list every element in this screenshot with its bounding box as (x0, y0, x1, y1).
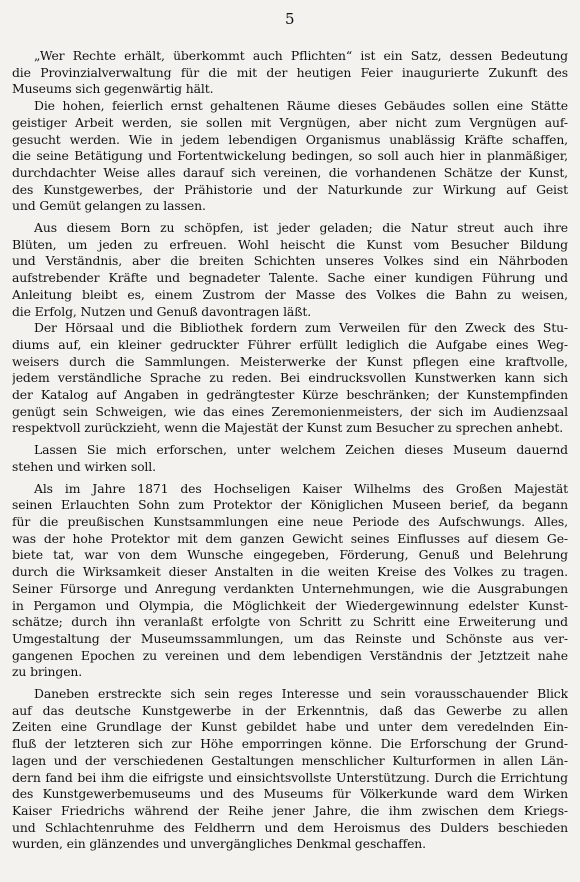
text-line: fluß der letzteren sich zur Höhe emporringen könne. Die Erforschung der Grund- (12, 736, 568, 752)
text-line: gesucht werden. Wie in jedem lebendigen Organismus unablässig Kräfte schaffen, (12, 131, 568, 147)
text-line: durch die Wirksamkeit dieser Anstalten in die weiten Kreise des Volkes zu tragen. (12, 564, 568, 580)
text-line: in Pergamon und Olympia, die Möglichkeit der Wiedergewinnung edelster Kunst- (12, 597, 568, 613)
paragraph (12, 481, 568, 681)
text-line: Die hohen, feierlich ernst gehaltenen Räume dieses Gebäudes sollen eine Stätte (34, 98, 568, 114)
text-line: stehen und wirken soll. (12, 458, 156, 474)
text-line: auf das deutsche Kunstgewerbe in der Erkenntnis, daß das Gewerbe zu allen (12, 702, 568, 718)
text-line: Kaiser Friedrichs während der Reihe jener Jahre, die ihm zwischen dem Kriegs- (12, 802, 568, 818)
text-line: der Katalog auf Angaben in gedrängtester Kürze beschränken; der Kunstempfinden (12, 387, 568, 403)
text-line: gangenen Epochen zu vereinen und dem lebendigen Verständnis der Jetztzeit nahe (12, 647, 568, 663)
page-number: 5 (284, 10, 296, 28)
text-line: und Gemüt gelangen zu lassen. (12, 198, 206, 214)
text-line: Anleitung bleibt es, einem Zustrom der Masse des Volkes die Bahn zu weisen, (12, 286, 568, 302)
text-line: Lassen Sie mich erforschen, unter welchem Zeichen dieses Museum dauernd (34, 442, 568, 458)
paragraph (12, 442, 568, 475)
text-line: zu bringen. (12, 664, 83, 680)
text-line: und Verständnis, aber die breiten Schichten unseres Volkes sind ein Nährboden (12, 253, 568, 269)
text-line: dern fand bei ihm die eifrigste und einsichtsvollste Unterstützung. Durch die Errichtung (12, 769, 568, 785)
paragraph (12, 48, 568, 98)
text-line: respektvoll zurückzieht, wenn die Majestät der Kunst zum Besucher zu sprechen anhebt. (12, 420, 564, 436)
paragraph (12, 686, 568, 853)
text-line: biete tat, war von dem Wunsche eingegeben, Förderung, Genuß und Belehrung (12, 547, 568, 563)
text-line: diums auf, ein kleiner gedruckter Führer erfüllt lediglich die Aufgabe eines Weg- (12, 336, 568, 352)
text-line: für die preußischen Kunstsammlungen eine neue Periode des Aufschwungs. Alles, (12, 513, 568, 529)
text-line: lagen und der verschiedenen Gestaltungen menschlicher Kulturformen in allen Län- (12, 752, 568, 768)
text-line: Museums sich gegenwärtig hält. (12, 81, 214, 97)
text-line: Blüten, um jeden zu erfreuen. Wohl heischt die Kunst vom Besucher Bildung (12, 236, 568, 252)
paragraph (12, 220, 568, 320)
text-line: Umgestaltung der Museumssammlungen, um das Reinste und Schönste aus ver- (12, 630, 568, 646)
text-line: geistiger Arbeit werden, sie sollen mit Vergnügen, aber nicht zum Vergnügen auf- (12, 114, 568, 130)
text-line: die Erfolg, Nutzen und Genuß davontragen läßt. (12, 303, 312, 319)
text-line: Als im Jahre 1871 des Hochseligen Kaiser Wilhelms des Großen Majestät (34, 480, 568, 496)
text-line: weisers durch die Sammlungen. Meisterwerke der Kunst pflegen eine kraftvolle, (12, 353, 568, 369)
text-line: Aus diesem Born zu schöpfen, ist jeder geladen; die Natur streut auch ihre (34, 220, 568, 236)
text-line: schätze; durch ihn veranlaßt erfolgte von Schritt zu Schritt eine Erweiterung und (12, 614, 568, 630)
text-line: aufstrebender Kräfte und begnadeter Talente. Sache einer kundigen Führung und (12, 270, 568, 286)
text-line: und Schlachtenruhme des Feldherrn und dem Heroismus des Dulders beschieden (12, 819, 568, 835)
text-line: „Wer Rechte erhält, überkommt auch Pflichten“ ist ein Satz, dessen Bedeutung (34, 48, 568, 63)
text-line: wurden, ein glänzendes und unvergängliches Denkmal geschaffen. (12, 836, 426, 852)
text-line: durchdachter Weise alles darauf sich vereinen, die vorhandenen Schätze der Kunst, (12, 164, 568, 180)
text-line: was der hohe Protektor mit dem ganzen Gewicht seines Einflusses auf diesem Ge- (12, 530, 568, 546)
paragraph (12, 320, 568, 437)
text-line: die Provinzialverwaltung für die mit der heutigen Feier inaugurierte Zukunft des (12, 64, 568, 80)
text-line: des Kunstgewerbemuseums und des Museums für Völkerkunde ward dem Wirken (12, 786, 568, 802)
document-body (12, 48, 568, 853)
paragraph (12, 98, 568, 215)
text-line: des Kunstgewerbes, der Prähistorie und der Naturkunde zur Wirkung auf Geist (12, 181, 568, 197)
text-line: Der Hörsaal und die Bibliothek fordern zum Verweilen für den Zweck des Stu- (34, 320, 568, 336)
text-line: genügt sein Schweigen, wie das eines Zeremonienmeisters, der sich im Audienzsaal (12, 403, 568, 419)
text-line: die seine Betätigung und Fortentwickelung bedingen, so soll auch hier in planmäßiger, (12, 148, 568, 164)
text-line: Zeiten eine Grundlage der Kunst gebildet habe und unter dem veredelnden Ein- (12, 719, 568, 735)
text-line: Daneben erstreckte sich sein reges Interesse und sein vorausschauender Blick (34, 686, 568, 702)
text-line: jedem verständliche Sprache zu reden. Bei eindrucksvollen Kunstwerken kann sich (12, 370, 568, 386)
text-line: seinen Erlauchten Sohn zum Protektor der Königlichen Museen berief, da begann (12, 497, 568, 513)
text-line: Seiner Fürsorge und Anregung verdankten Unternehmungen, wie die Ausgrabungen (12, 580, 568, 596)
